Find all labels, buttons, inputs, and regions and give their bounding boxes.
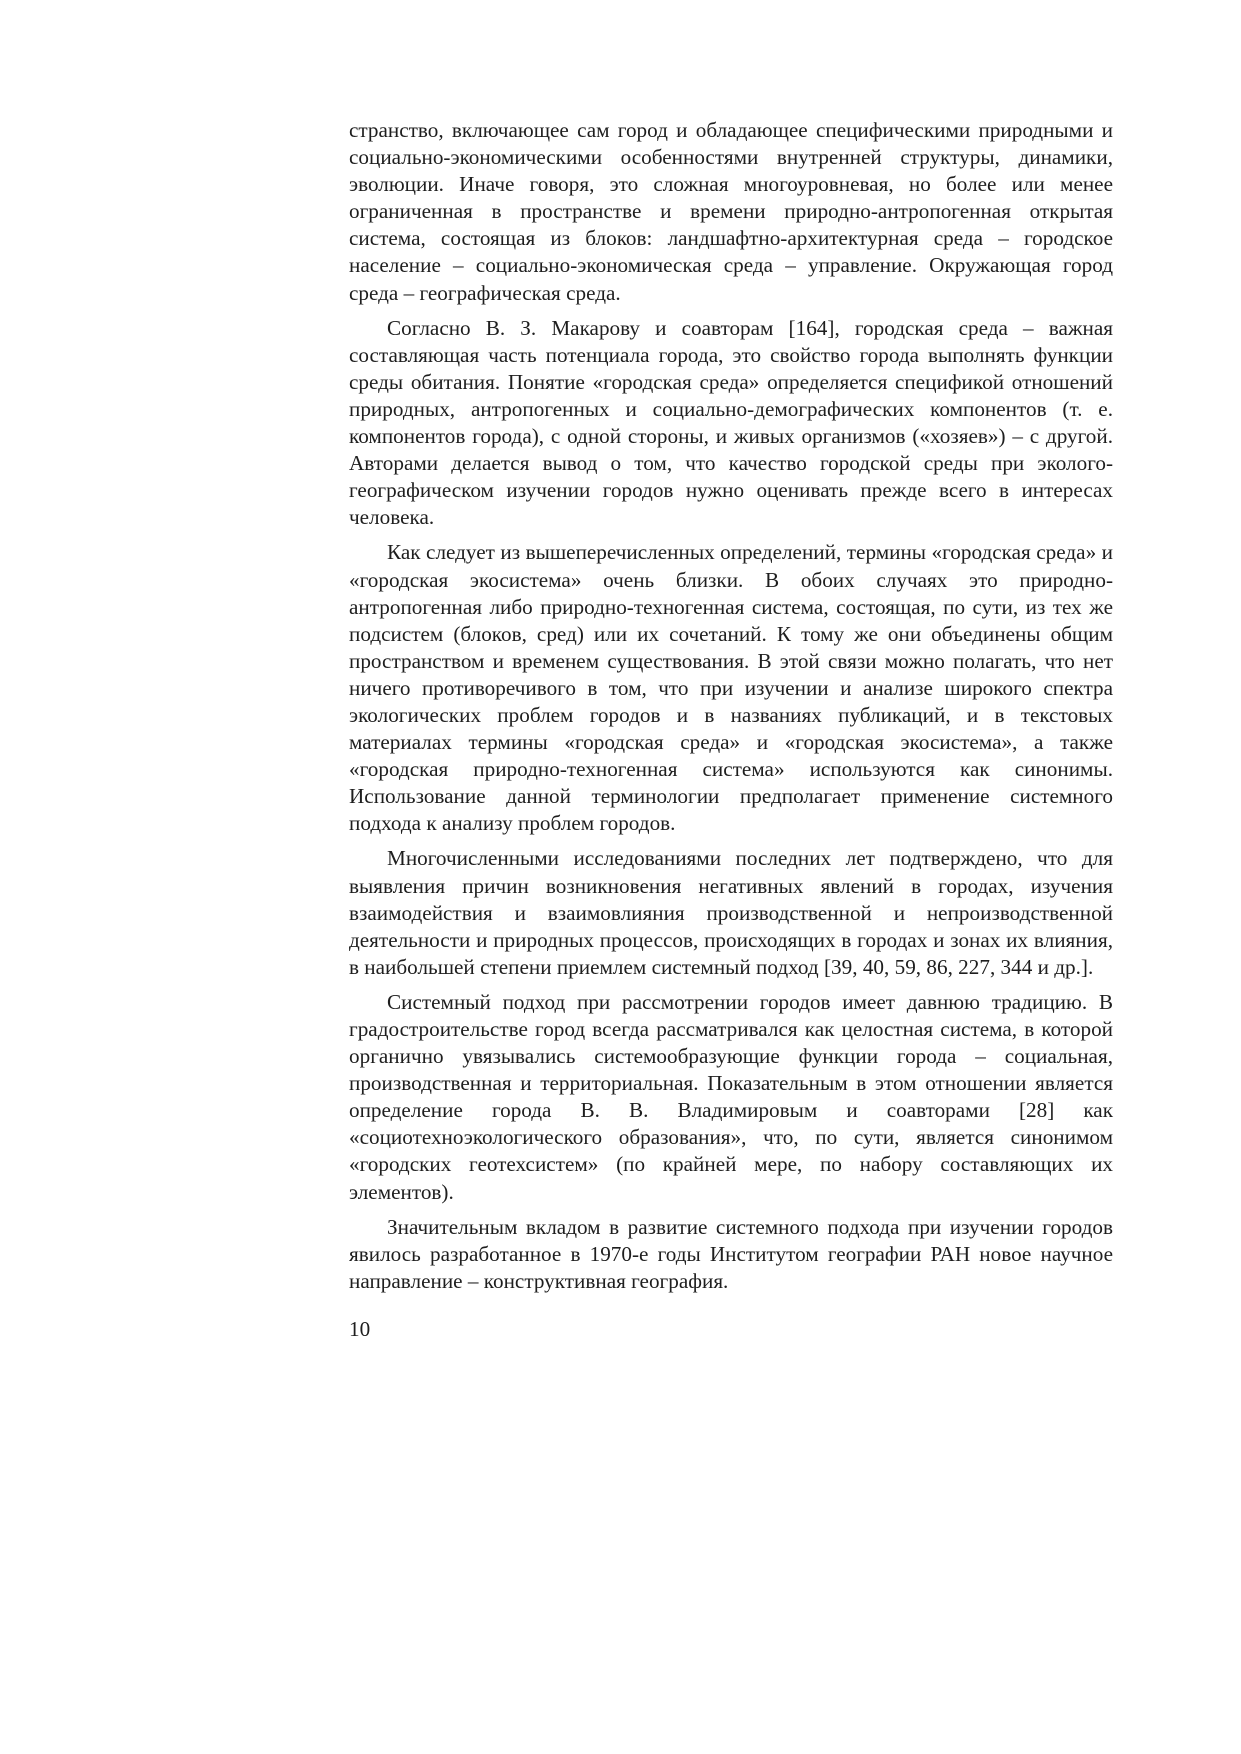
paragraph-5: Системный подход при рассмотрении городов имеет давнюю традицию. В градостроительстве город всегда рассматривался как целостная система, в которой органично увязывались системообразующие функции города – социальная, производственная и территориальная. Показательным в этом отношении является определение города В. В. Владимировым и соавторами [28] как «социотехноэкологического образования», что, по сути, является синонимом «городских геотехсистем» (по крайней мере, по набору составляющих их элементов). (349, 989, 1113, 1204)
paragraph-1: странство, включающее сам город и обладающее специфическими природными и социально-экономическими особенностями внутренней структуры, динамики, эволюции. Иначе говоря, это сложная многоуровневая, но более или менее ограниченная в пространстве и времени природно-антропогенная открытая система, состоящая из блоков: ландшафтно-архитектурная среда – городское население – социально-экономическая среда – управление. Окружающая город среда – географическая среда. (349, 118, 1113, 305)
paragraph-6: Значительным вкладом в развитие системного подхода при изучении городов явилось разработанное в 1970-е годы Институтом географии РАН новое научное направление – конструктивная география. (349, 1214, 1113, 1293)
page-body (349, 117, 1113, 1303)
paragraph-4: Многочисленными исследованиями последних лет подтверждено, что для выявления причин возникновения негативных явлений в городах, изучения взаимодействия и взаимовлияния производственной и непроизводственной деятельности и природных процессов, происходящих в городах и зонах их влияния, в наибольшей степени приемлем системный подход [39, 40, 59, 86, 227, 344 и др.]. (349, 846, 1113, 979)
page-number: 10 (349, 1317, 371, 1341)
paragraph-2: Согласно В. З. Макарову и соавторам [164], городская среда – важная составляющая часть потенциала города, это свойство города выполнять функции среды обитания. Понятие «городская среда» определяется спецификой отношений природных, антропогенных и социально-демографических компонентов (т. е. компонентов города), с одной стороны, и живых организмов («хозяев») – с другой. Авторами делается вывод о том, что качество городской среды при эколого-географическом изучении городов нужно оценивать прежде всего в интересах человека. (349, 315, 1113, 530)
paragraph-3: Как следует из вышеперечисленных определений, термины «городская среда» и «городская экосистема» очень близки. В обоих случаях это природно-антропогенная либо природно-техногенная система, состоящая, по сути, из тех же подсистем (блоков, сред) или их сочетаний. К тому же они объединены общим пространством и временем существования. В этой связи можно полагать, что нет ничего противоречивого в том, что при изучении и анализе широкого спектра экологических проблем городов и в названиях публикаций, и в текстовых материалах термины «городская среда» и «городская экосистема», а также «городская природно-техногенная система» используются как синонимы. Использование данной терминологии предполагает применение системного подхода к анализу проблем городов. (349, 540, 1113, 836)
